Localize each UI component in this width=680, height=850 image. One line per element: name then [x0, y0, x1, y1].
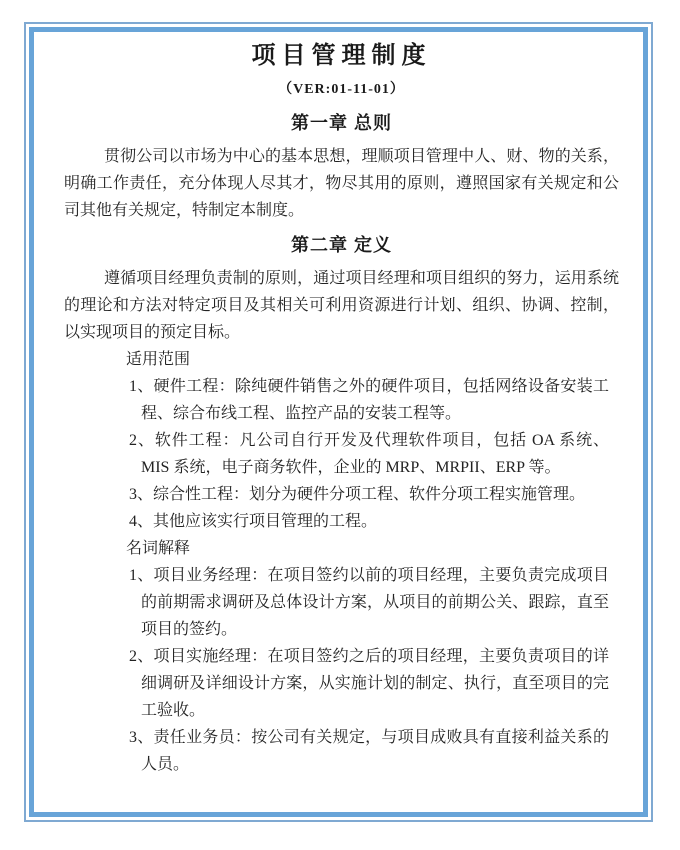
chapter-1-paragraph: 贯彻公司以市场为中心的基本思想，理顺项目管理中人、财、物的关系，明确工作责任，充分体现人尽其才，物尽其用的原则，遵照国家有关规定和公司其他有关规定，特制定本制度。: [64, 148, 619, 219]
section-label-glossary: 名词解释: [126, 540, 191, 557]
chapter-1-heading: 第一章 总则: [290, 113, 392, 133]
glossary-list-item-3: 3、责任业务员：按公司有关规定，与项目成败具有直接利益关系的人员。: [129, 729, 609, 773]
document-version: （VER:01-11-01）: [278, 82, 405, 97]
scope-list-item-3: 3、综合性工程：划分为硬件分项工程、软件分项工程实施管理。: [129, 486, 586, 503]
scope-list-item-2: 2、软件工程：凡公司自行开发及代理软件项目，包括 OA 系统、MIS 系统，电子商务软件，企业的 MRP、MRPII、ERP 等。: [129, 432, 609, 476]
document-title: 项目管理制度: [251, 42, 432, 69]
scope-list-item-4: 4、其他应该实行项目管理的工程。: [129, 513, 378, 530]
page-border-outer: [24, 22, 653, 822]
page-border-inner: [29, 27, 648, 817]
glossary-list-item-2: 2、项目实施经理：在项目签约之后的项目经理，主要负责项目的详细调研及详细设计方案，从实施计划的制定、执行，直至项目的完工验收。: [129, 648, 609, 719]
scope-list-item-1: 1、硬件工程：除纯硬件销售之外的硬件项目，包括网络设备安装工程、综合布线工程、监控产品的安装工程等。: [129, 378, 609, 422]
chapter-2-paragraph: 遵循项目经理负责制的原则，通过项目经理和项目组织的努力，运用系统的理论和方法对特定项目及其相关可利用资源进行计划、组织、协调、控制，以实现项目的预定目标。: [64, 270, 619, 341]
section-label-scope: 适用范围: [126, 351, 191, 368]
chapter-2-heading: 第二章 定义: [290, 235, 392, 255]
glossary-list-item-1: 1、项目业务经理：在项目签约以前的项目经理，主要负责完成项目的前期需求调研及总体设计方案，从项目的前期公关、跟踪，直至项目的签约。: [129, 567, 609, 638]
